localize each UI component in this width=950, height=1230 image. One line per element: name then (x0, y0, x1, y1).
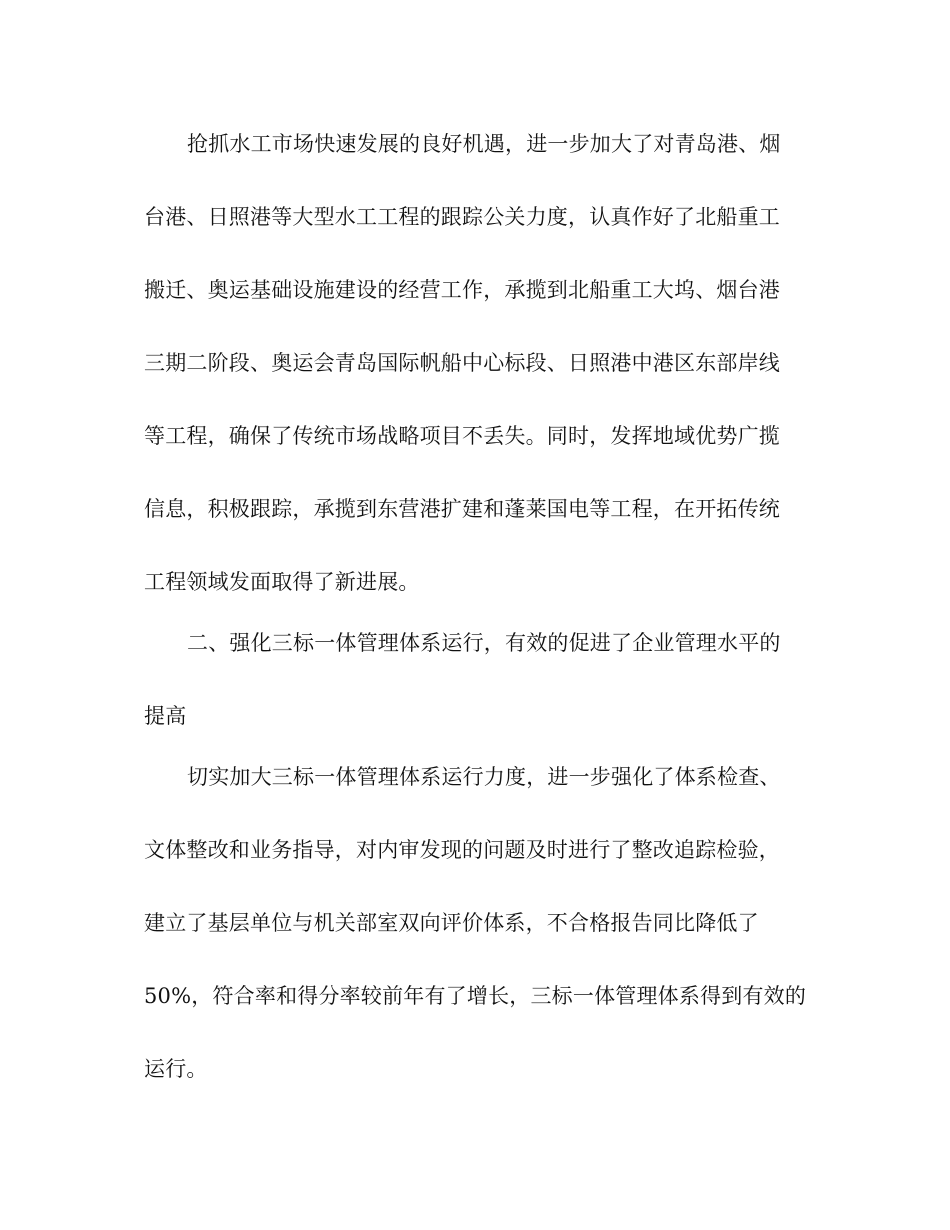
paragraph-1-line-7: 工程领域发面取得了新进展。 (144, 570, 420, 594)
paragraph-2-line-3: 建立了基层单位与机关部室双向评价体系，不合格报告同比降低了 (144, 911, 759, 935)
paragraph-1-line-5: 等工程，确保了传统市场战略项目不丢失。同时，发挥地域优势广揽 (144, 424, 780, 448)
section-heading-line-2: 提高 (144, 704, 187, 728)
paragraph-2-line-5: 运行。 (144, 1057, 208, 1081)
paragraph-2-line-1: 切实加大三标一体管理体系运行力度，进一步强化了体系检查、 (187, 765, 781, 789)
paragraph-1-line-1: 抢抓水工市场快速发展的良好机遇，进一步加大了对青岛港、烟 (187, 132, 781, 156)
paragraph-2-line-2: 文体整改和业务指导，对内审发现的问题及时进行了整改追踪检验， (144, 838, 780, 862)
paragraph-1-line-2: 台港、日照港等大型水工工程的跟踪公关力度，认真作好了北船重工 (144, 205, 780, 229)
paragraph-1-line-3: 搬迁、奥运基础设施建设的经营工作，承揽到北船重工大坞、烟台港 (144, 278, 780, 302)
section-heading-line-1: 二、强化三标一体管理体系运行，有效的促进了企业管理水平的 (187, 631, 781, 655)
paragraph-1-line-4: 三期二阶段、奥运会青岛国际帆船中心标段、日照港中港区东部岸线 (144, 351, 780, 375)
paragraph-2-line-4: 50%，符合率和得分率较前年有了增长，三标一体管理体系得到有效的 (144, 984, 807, 1008)
paragraph-1-line-6: 信息，积极跟踪，承揽到东营港扩建和蓬莱国电等工程，在开拓传统 (144, 497, 780, 521)
